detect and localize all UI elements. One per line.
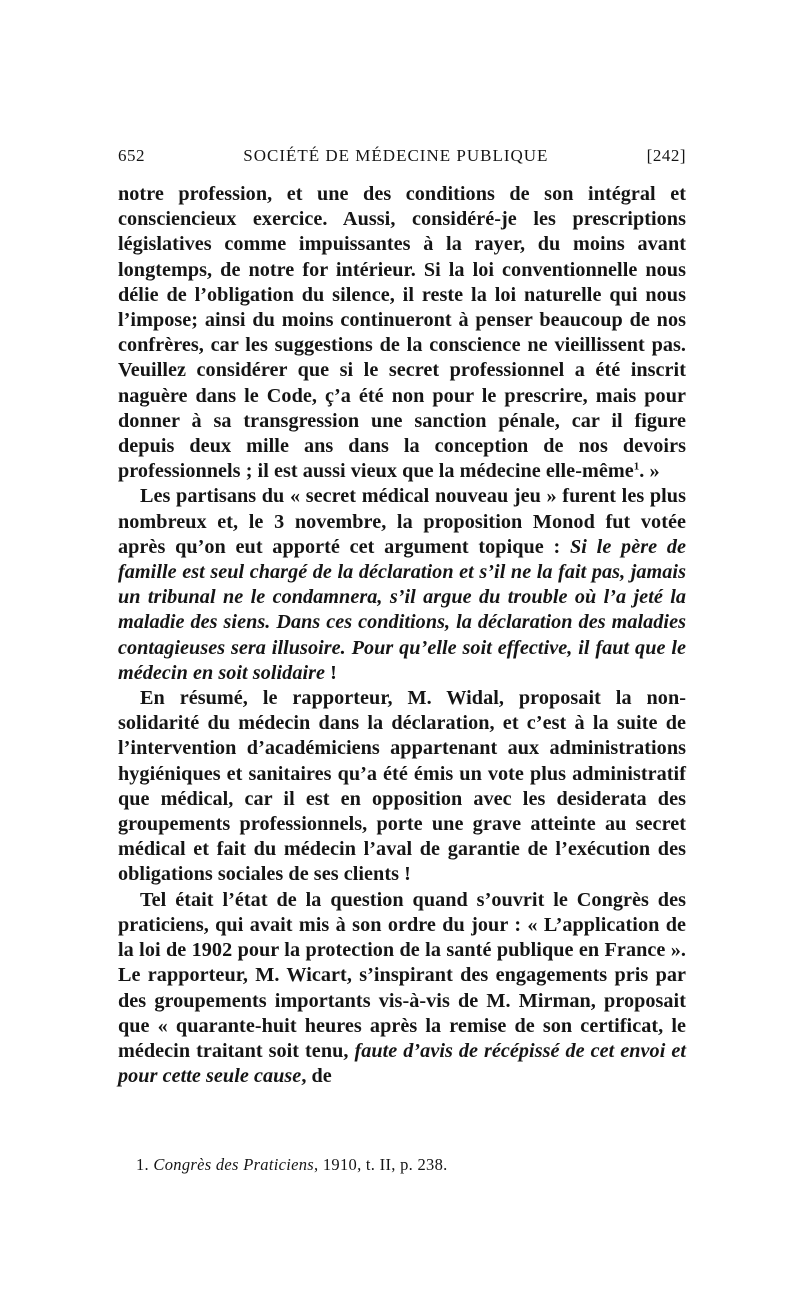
body-text bbox=[118, 182, 686, 1089]
paragraph-text: Tel était l’état de la question quand s’ouvrit le Congrès des praticiens, qui avait mis à son ordre du jour : « L’application de la loi de 1902 pour la protection de la santé publique en France ». Le rapporteur, M. Wicart, s’inspirant des engagements pris par des groupements importants vis-à-vis de M. Mirman, proposait que « quarante-huit heures après la remise de son certificat, le médecin traitant soit tenu, bbox=[118, 888, 686, 1062]
page-number: 652 bbox=[118, 146, 145, 165]
paragraph-text: En résumé, le rapporteur, M. Widal, proposait la non-solidarité du médecin dans la déclaration, et c’est à la suite de l’intervention d’académiciens appartenant aux administrations hygiéniques et sanitaires qu’a été émis un vote plus administratif que médical, car il est en opposition avec les desiderata des groupements professionnels, porte une grave atteinte au secret médical et fait du médecin l’aval de garantie de l’exécution des obligations sociales de ses clients ! bbox=[118, 687, 686, 886]
footnote-source: Congrès des Praticiens bbox=[153, 1155, 315, 1174]
paragraph-text: Les partisans du « secret médical nouveau jeu » furent les plus nombreux et, le 3 novembre, la proposition Monod fut votée après qu’on eut apporté cet argument topique : bbox=[118, 485, 686, 558]
running-header bbox=[118, 146, 686, 172]
paragraph-text: notre profession, et une des conditions de son intégral et consciencieux exercice. Aussi, considéré-je les prescriptions législatives comme impuissantes à la rayer, du moins avant longtemps, de notre for intérieur. Si la loi conventionnelle nous délie de l’obligation du silence, il reste la loi naturelle qui nous l’impose; ainsi du moins continueront à penser beaucoup de nos confrères, car les suggestions de la conscience ne vieillissent pas. Veuillez considérer que si le secret professionnel a été inscrit naguère dans le Code, ç’a été non pour le prescrire, mais pour donner à sa transgression une sanction pénale, car il figure depuis deux mille ans dans la conception de nos devoirs professionnels ; il est aussi vieux que la médecine elle-même bbox=[118, 183, 686, 483]
bracket-page-number: [242] bbox=[646, 146, 686, 165]
paragraph-text: , de bbox=[301, 1065, 332, 1088]
paragraph-3 bbox=[118, 686, 686, 888]
footnote-number: 1. bbox=[136, 1155, 149, 1174]
paragraph-1 bbox=[118, 182, 686, 484]
paragraph-text: ! bbox=[325, 661, 337, 684]
footnote-ref: 1 bbox=[633, 460, 640, 473]
book-page bbox=[118, 146, 686, 1089]
footnote-details: , 1910, t. II, p. 238. bbox=[314, 1155, 448, 1174]
paragraph-2 bbox=[118, 484, 686, 686]
running-title: SOCIÉTÉ DE MÉDECINE PUBLIQUE bbox=[243, 146, 549, 165]
italic-phrase: faute d’avis de récépissé de cet envoi et pour cette seule cause bbox=[118, 1039, 686, 1088]
footnote bbox=[136, 1155, 448, 1175]
italic-quote: Si le père de famille est seul chargé de la déclaration et s’il ne la fait pas, jamais un tribunal ne le condamnera, s’il argue du trouble où l’a jeté la maladie des siens. Dans ces conditions, la déclaration des maladies contagieuses sera illusoire. Pour qu’elle soit effective, il faut que le médecin en soit solidaire bbox=[118, 535, 686, 684]
paragraph-text: . » bbox=[639, 460, 660, 483]
paragraph-4 bbox=[118, 888, 686, 1090]
